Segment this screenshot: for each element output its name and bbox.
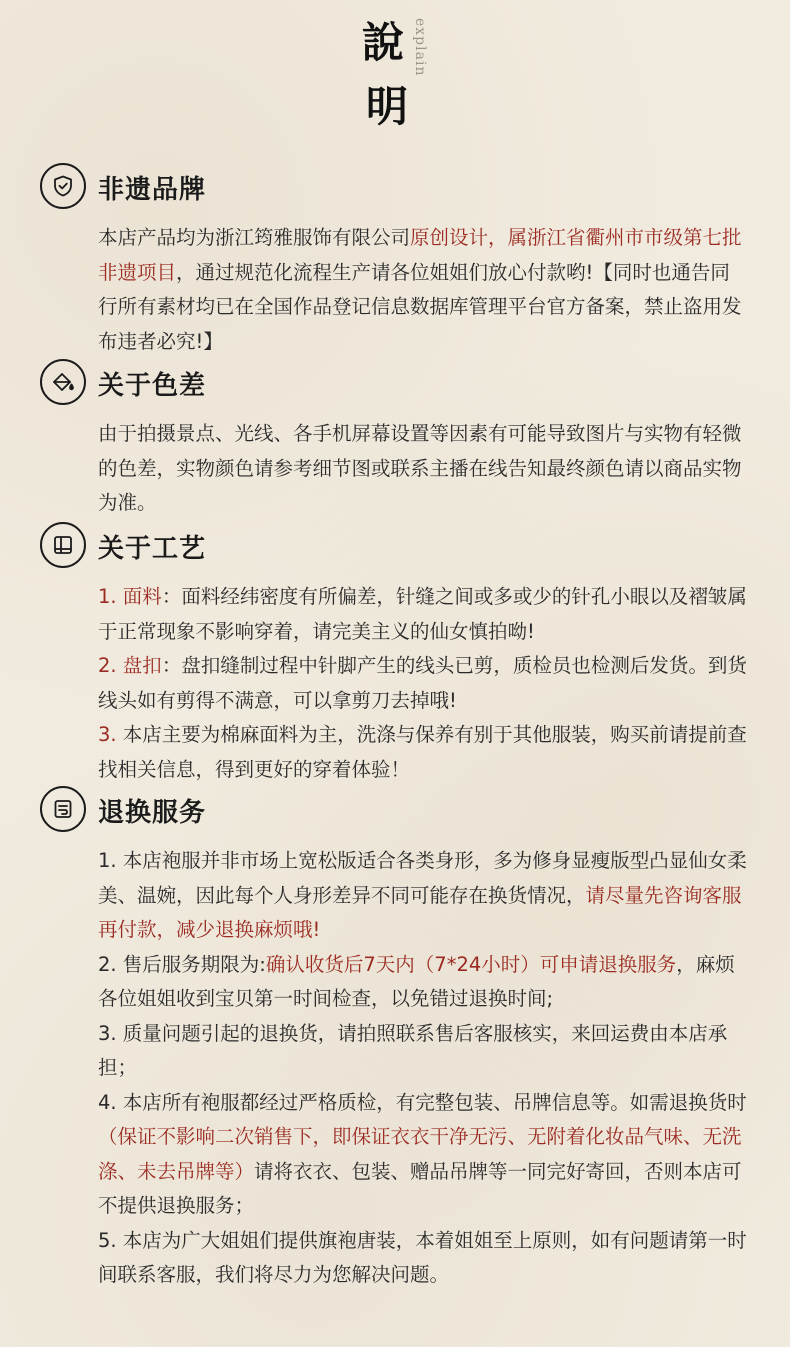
section-title: 退换服务: [98, 798, 207, 828]
item-text: ：盘扣缝制过程中针脚产生的线头已剪，质检员也检测后发货。到货线头如有剪得不满意，可以拿剪刀去掉哦!: [98, 654, 747, 712]
section-body: [98, 844, 748, 1293]
section-color-difference: [40, 359, 750, 521]
title-char-2: 明: [366, 82, 409, 131]
book-icon: [40, 522, 86, 568]
list-item: [98, 580, 748, 649]
item-text: ：面料经纬密度有所偏差，针缝之间或多或少的针孔小眼以及褶皱属于正常现象不影响穿着，请完美主义的仙女慎拍呦!: [98, 585, 747, 643]
item-text: 5. 本店为广大姐姐们提供旗袍唐装，本着姐姐至上原则，如有问题请第一时间联系客服，我们将尽力为您解决问题。: [98, 1228, 747, 1286]
item-label: 1. 面料: [98, 585, 162, 608]
item-text: 1. 本店袍服并非市场上宽松版适合各类身形，多为修身显瘦版型凸显仙女柔美、温婉，因此每个人身形差异不同可能存在换货情况，: [98, 849, 747, 907]
page-header: [0, 0, 790, 150]
list-item: [98, 718, 748, 787]
item-text: 3. 质量问题引起的退换货，请拍照联系售后客服核实，来回运费由本店承担；: [98, 1021, 728, 1079]
section-body: [98, 417, 748, 521]
body-text: ，通过规范化流程生产请各位姐姐们放心付款哟!【同时也通告同行所有素材均已在全国作品登记信息数据库管理平台官方备案，禁止盗用发布违者必究!】: [98, 260, 742, 353]
item-text: 本店主要为棉麻面料为主，洗涤与保养有别于其他服装，购买前请提前查找相关信息，得到更好的穿着体验！: [98, 723, 747, 781]
list-item: [98, 1017, 748, 1086]
list-item: [98, 948, 748, 1017]
item-text: 4. 本店所有袍服都经过严格质检，有完整包装、吊牌信息等。如需退换货时: [98, 1090, 747, 1114]
list-item: [98, 844, 748, 948]
title-english: explain: [412, 18, 428, 77]
item-label: 3.: [98, 723, 117, 746]
section-title: 关于工艺: [98, 534, 207, 564]
highlight-text: 请尽量先咨询客服再付款，减少退换麻烦哦!: [98, 883, 742, 941]
section-heritage-brand: [40, 163, 750, 359]
item-label: 2. 盘扣: [98, 654, 162, 677]
item-text: 请将衣衣、包装、赠品吊牌等一同完好寄回，否则本店可不提供退换服务；: [98, 1159, 742, 1217]
section-return-exchange: [40, 786, 750, 1293]
shield-check-icon: [40, 163, 86, 209]
title-char-1: 說: [362, 18, 405, 67]
paint-bucket-icon: [40, 359, 86, 405]
item-text: ，麻烦各位姐姐收到宝贝第一时间检查，以免错过退换时间;: [98, 952, 735, 1010]
section-title: 关于色差: [98, 371, 207, 401]
body-text: 由于拍摄景点、光线、各手机屏幕设置等因素有可能导致图片与实物有轻微的色差，实物颜色请参考细节图或联系主播在线告知最终颜色请以商品实物为准。: [98, 422, 742, 514]
return-exchange-icon: [40, 786, 86, 832]
section-body: [98, 580, 748, 787]
list-item: [98, 1224, 748, 1293]
section-body: [98, 221, 748, 359]
section-title: 非遗品牌: [98, 175, 207, 205]
section-craftsmanship: [40, 522, 750, 787]
highlight-text: 原创设计，属浙江省衢州市市级第七批非遗项目: [98, 226, 742, 284]
item-text: 2. 售后服务期限为:: [98, 952, 266, 976]
highlight-text: （保证不影响二次销售下，即保证衣衣干净无污、无附着化妆品气味、无洗涤、未去吊牌等）: [98, 1125, 742, 1183]
body-text: 本店产品均为浙江筠雅服饰有限公司: [98, 226, 411, 249]
highlight-text: 确认收货后7天内（7*24小时）可申请退换服务: [265, 952, 677, 976]
list-item: [98, 649, 748, 718]
list-item: [98, 1086, 748, 1224]
